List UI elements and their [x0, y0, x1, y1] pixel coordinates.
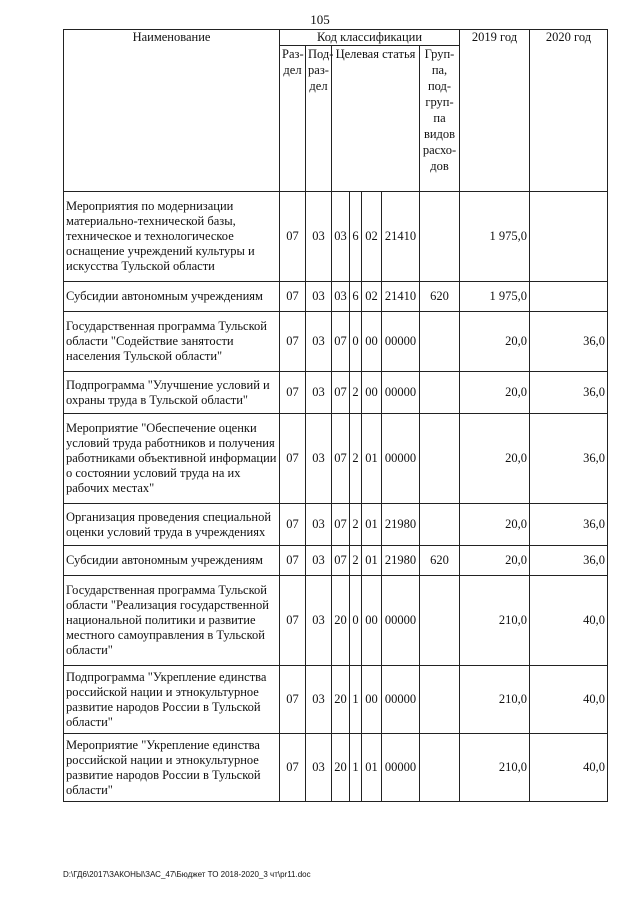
row-target-subprogram: 0 — [350, 312, 362, 372]
row-target-direction: 00000 — [382, 414, 420, 504]
row-podrazdel: 03 — [306, 504, 332, 546]
row-expense-group: 620 — [420, 546, 460, 576]
row-name: Субсидии автономным учреждениям — [64, 546, 280, 576]
row-expense-group — [420, 192, 460, 282]
row-razdel: 07 — [280, 576, 306, 666]
row-target-program: 07 — [332, 546, 350, 576]
row-target-program: 07 — [332, 372, 350, 414]
row-expense-group — [420, 576, 460, 666]
row-value-2019: 210,0 — [460, 576, 530, 666]
table-row — [64, 312, 608, 372]
header-razdel: Раз-дел — [280, 46, 306, 192]
row-value-2020: 40,0 — [530, 666, 608, 734]
row-target-subprogram: 2 — [350, 414, 362, 504]
row-value-2020: 40,0 — [530, 734, 608, 802]
table-row — [64, 666, 608, 734]
row-target-subprogram: 1 — [350, 734, 362, 802]
row-value-2019: 20,0 — [460, 372, 530, 414]
row-target-program: 20 — [332, 734, 350, 802]
row-target-event: 00 — [362, 576, 382, 666]
row-name: Организация проведения специальной оценки условий труда в учреждениях — [64, 504, 280, 546]
row-target-event: 00 — [362, 312, 382, 372]
row-value-2019: 1 975,0 — [460, 282, 530, 312]
row-name: Подпрограмма "Укрепление единства российской нации и этнокультурное развитие народов России в Тульской области" — [64, 666, 280, 734]
row-name: Подпрограмма "Улучшение условий и охраны труда в Тульской области" — [64, 372, 280, 414]
row-target-subprogram: 1 — [350, 666, 362, 734]
row-target-direction: 21410 — [382, 282, 420, 312]
row-target-program: 03 — [332, 192, 350, 282]
row-value-2020 — [530, 192, 608, 282]
row-target-direction: 00000 — [382, 312, 420, 372]
row-target-event: 01 — [362, 504, 382, 546]
row-podrazdel: 03 — [306, 666, 332, 734]
header-2020: 2020 год — [530, 30, 608, 192]
row-target-direction: 00000 — [382, 734, 420, 802]
row-name: Мероприятия по модернизации материально-технической базы, техническое и технологическое оснащение учреждений культуры и искусства Тульской области — [64, 192, 280, 282]
row-name: Субсидии автономным учреждениям — [64, 282, 280, 312]
row-target-program: 07 — [332, 414, 350, 504]
row-expense-group — [420, 312, 460, 372]
row-podrazdel: 03 — [306, 546, 332, 576]
row-value-2020: 36,0 — [530, 312, 608, 372]
row-podrazdel: 03 — [306, 414, 332, 504]
row-razdel: 07 — [280, 192, 306, 282]
row-target-program: 07 — [332, 312, 350, 372]
row-value-2020: 36,0 — [530, 546, 608, 576]
row-value-2020: 36,0 — [530, 372, 608, 414]
row-target-event: 01 — [362, 546, 382, 576]
row-value-2020 — [530, 282, 608, 312]
file-path-footer: D:\ГД6\2017\ЗАКОНЫ\ЗАС_47\Бюджет ТО 2018-2020_3 чт\pr11.doc — [63, 870, 311, 879]
header-2019: 2019 год — [460, 30, 530, 192]
header-podrazdel: Под-раз-дел — [306, 46, 332, 192]
row-target-subprogram: 2 — [350, 504, 362, 546]
row-target-direction: 00000 — [382, 372, 420, 414]
row-razdel: 07 — [280, 312, 306, 372]
row-name: Мероприятие "Укрепление единства российской нации и этнокультурное развитие народов России в Тульской области" — [64, 734, 280, 802]
row-target-event: 00 — [362, 372, 382, 414]
row-target-program: 20 — [332, 666, 350, 734]
budget-table — [63, 29, 608, 802]
row-podrazdel: 03 — [306, 282, 332, 312]
row-target-direction: 00000 — [382, 576, 420, 666]
row-value-2019: 1 975,0 — [460, 192, 530, 282]
row-podrazdel: 03 — [306, 734, 332, 802]
table-row — [64, 372, 608, 414]
row-target-direction: 21410 — [382, 192, 420, 282]
row-target-program: 03 — [332, 282, 350, 312]
row-podrazdel: 03 — [306, 372, 332, 414]
row-value-2020: 36,0 — [530, 504, 608, 546]
row-target-event: 02 — [362, 282, 382, 312]
row-expense-group — [420, 734, 460, 802]
row-expense-group: 620 — [420, 282, 460, 312]
row-target-subprogram: 6 — [350, 282, 362, 312]
row-razdel: 07 — [280, 372, 306, 414]
row-podrazdel: 03 — [306, 312, 332, 372]
row-podrazdel: 03 — [306, 576, 332, 666]
row-target-program: 07 — [332, 504, 350, 546]
row-expense-group — [420, 504, 460, 546]
row-value-2019: 210,0 — [460, 666, 530, 734]
row-value-2020: 40,0 — [530, 576, 608, 666]
row-target-subprogram: 6 — [350, 192, 362, 282]
row-razdel: 07 — [280, 414, 306, 504]
row-target-event: 00 — [362, 666, 382, 734]
row-target-event: 01 — [362, 414, 382, 504]
row-razdel: 07 — [280, 504, 306, 546]
row-target-direction: 00000 — [382, 666, 420, 734]
row-value-2019: 20,0 — [460, 312, 530, 372]
row-target-program: 20 — [332, 576, 350, 666]
row-value-2019: 20,0 — [460, 414, 530, 504]
row-target-event: 01 — [362, 734, 382, 802]
table-row — [64, 414, 608, 504]
row-name: Государственная программа Тульской области "Содействие занятости населения Тульской области" — [64, 312, 280, 372]
row-target-subprogram: 2 — [350, 372, 362, 414]
table-row — [64, 282, 608, 312]
table-row — [64, 576, 608, 666]
row-target-direction: 21980 — [382, 504, 420, 546]
table-row — [64, 546, 608, 576]
table-body — [64, 192, 608, 802]
row-target-event: 02 — [362, 192, 382, 282]
row-target-direction: 21980 — [382, 546, 420, 576]
row-expense-group — [420, 666, 460, 734]
row-value-2020: 36,0 — [530, 414, 608, 504]
row-target-subprogram: 0 — [350, 576, 362, 666]
table-row — [64, 192, 608, 282]
header-celevaya: Целевая статья — [332, 46, 420, 192]
row-expense-group — [420, 414, 460, 504]
page-number: 105 — [310, 12, 330, 27]
row-razdel: 07 — [280, 282, 306, 312]
header-name: Наименование — [64, 30, 280, 192]
header-code: Код классификации — [280, 30, 460, 46]
row-value-2019: 20,0 — [460, 504, 530, 546]
row-expense-group — [420, 372, 460, 414]
row-podrazdel: 03 — [306, 192, 332, 282]
row-name: Мероприятие "Обеспечение оценки условий труда работников и получения работниками объективной информации о состоянии условий труда на их рабочих местах" — [64, 414, 280, 504]
row-target-subprogram: 2 — [350, 546, 362, 576]
table-row — [64, 734, 608, 802]
header-gruppa: Груп-па, под-груп-па видов расхо-дов — [420, 46, 460, 192]
row-value-2019: 210,0 — [460, 734, 530, 802]
row-razdel: 07 — [280, 546, 306, 576]
row-razdel: 07 — [280, 666, 306, 734]
row-razdel: 07 — [280, 734, 306, 802]
table-row — [64, 504, 608, 546]
row-name: Государственная программа Тульской области "Реализация государственной национальной политики и развитие местного самоуправления в Тульской области" — [64, 576, 280, 666]
row-value-2019: 20,0 — [460, 546, 530, 576]
